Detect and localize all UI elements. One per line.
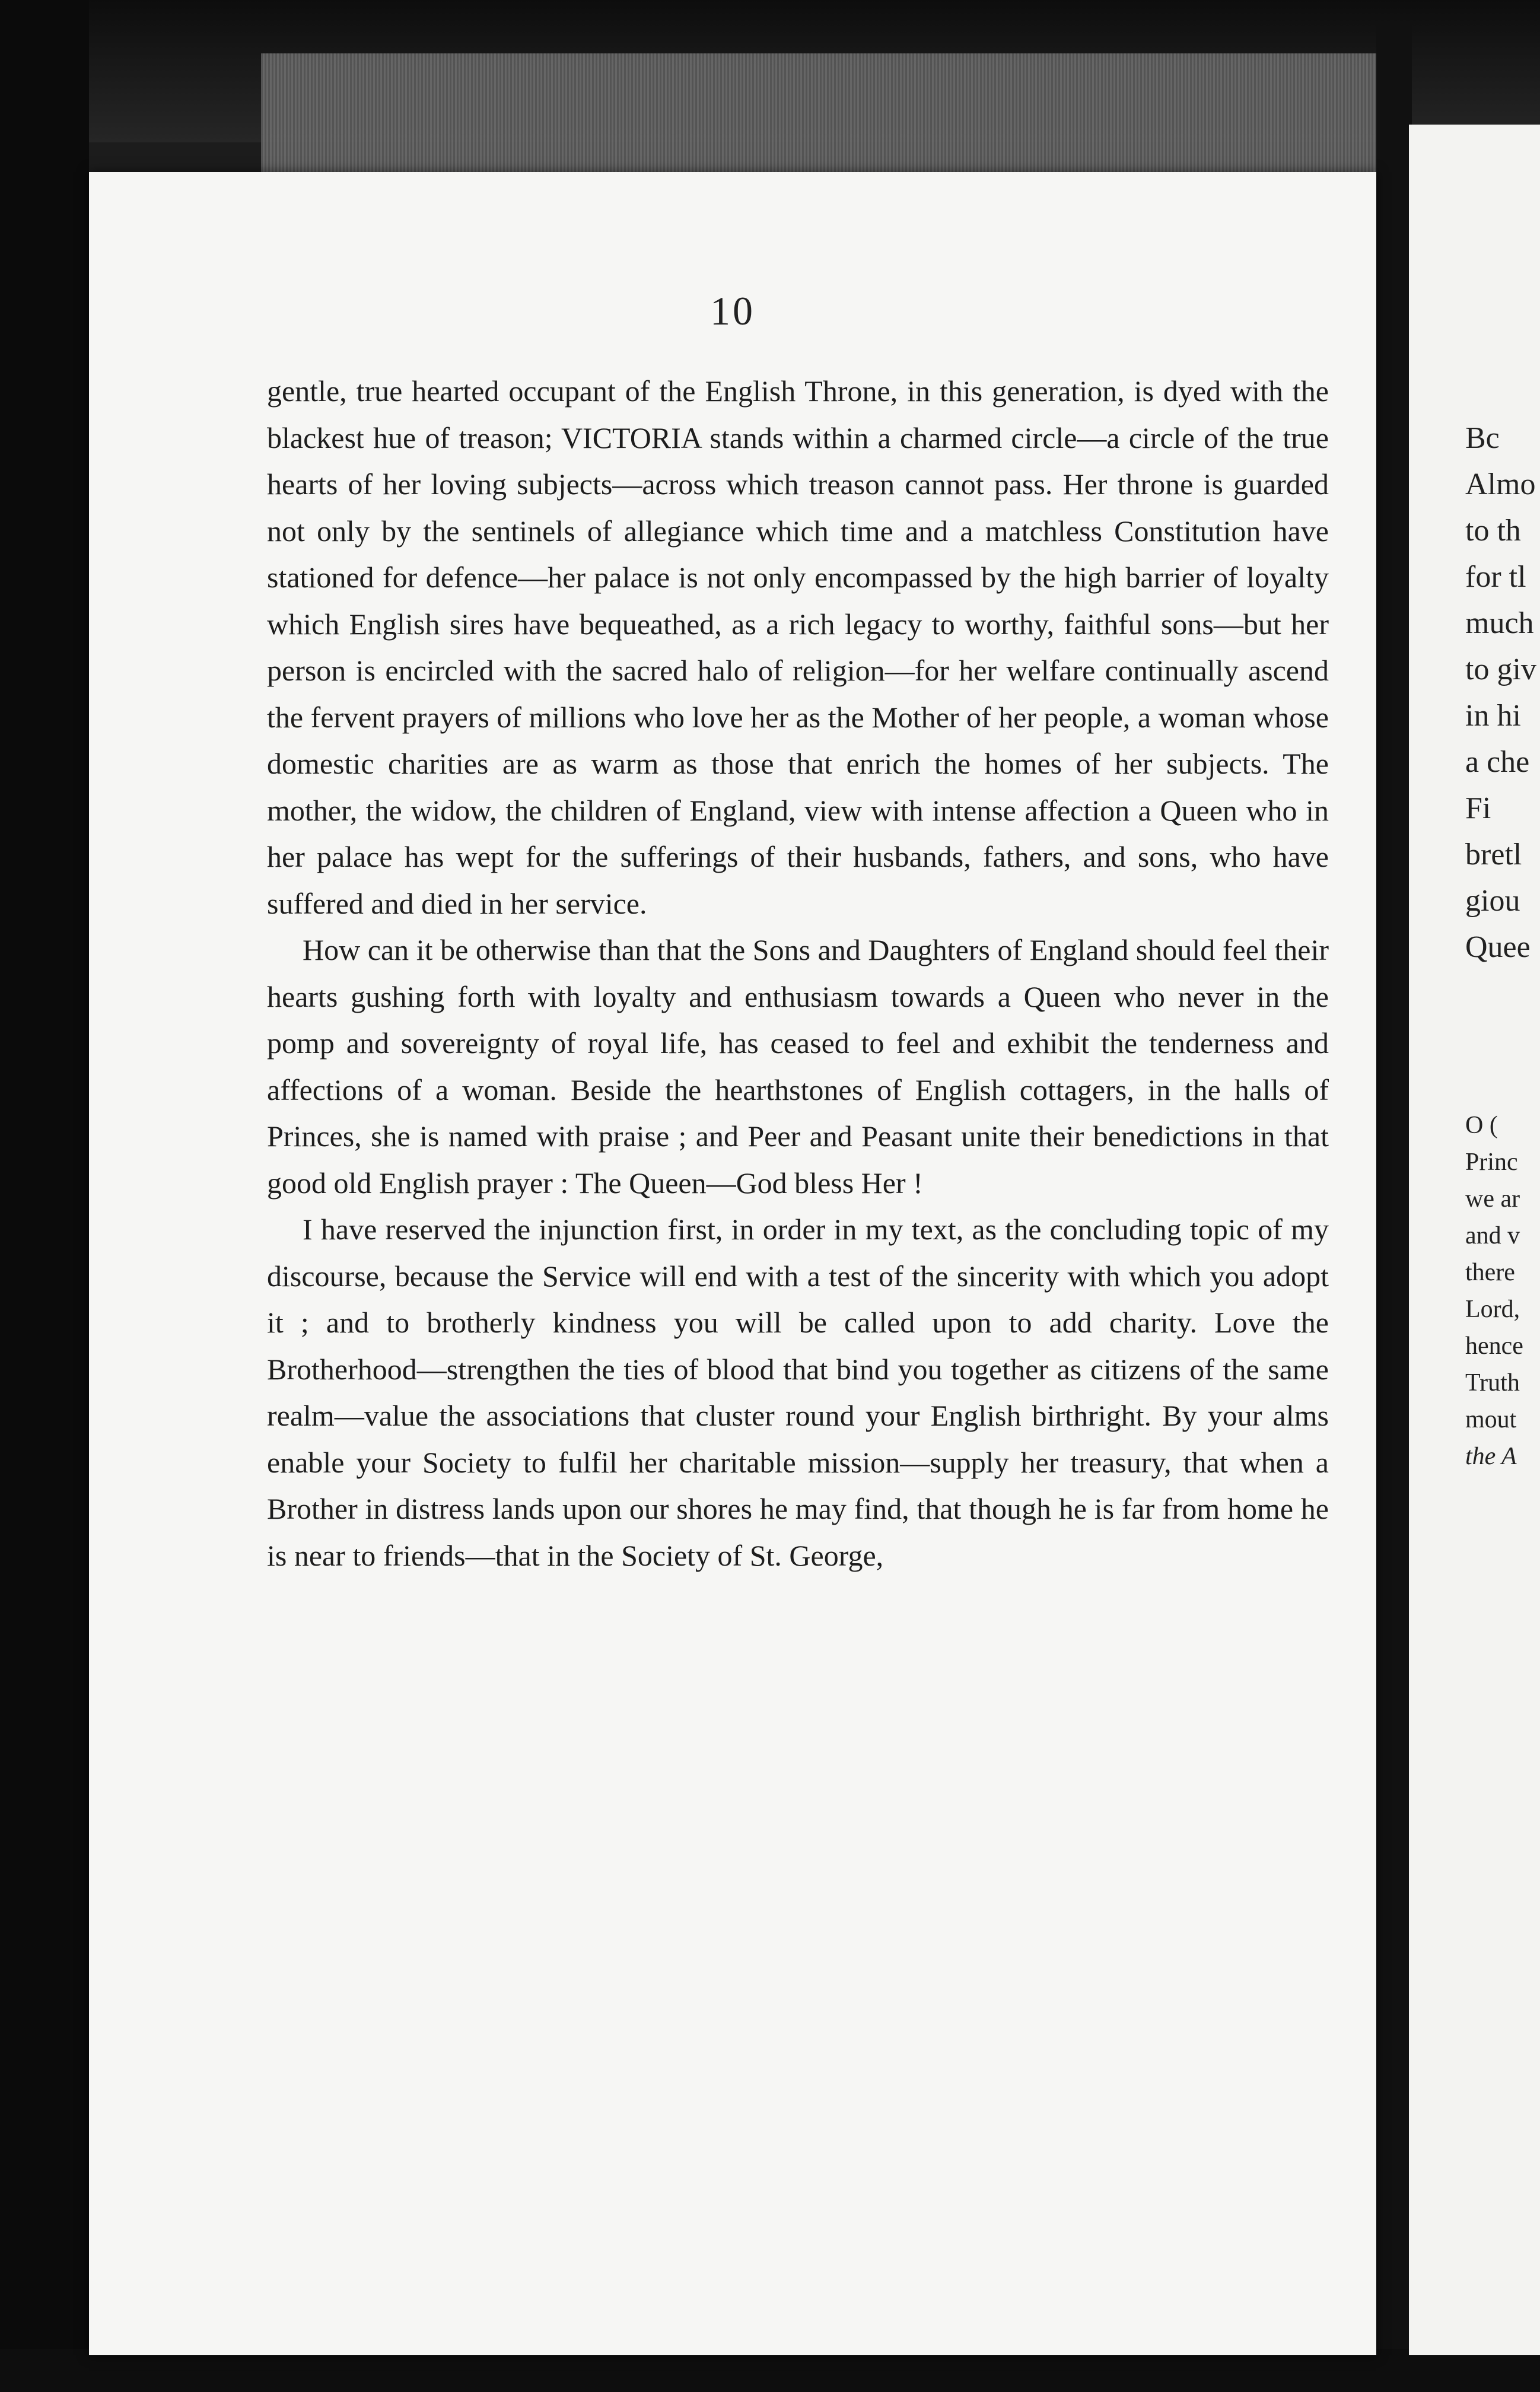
- text-fragment: to giv: [1465, 653, 1536, 686]
- text-fragment: much: [1465, 606, 1534, 640]
- book-gutter: [1376, 24, 1412, 2367]
- text-fragment: mout: [1465, 1406, 1517, 1433]
- text-fragment: Princ: [1465, 1149, 1518, 1176]
- text-fragment: Almo: [1465, 467, 1536, 501]
- text-fragment: Quee: [1465, 930, 1531, 964]
- scan-background-left: [0, 0, 89, 2392]
- left-page: [89, 172, 1376, 2355]
- text-fragment: Lord,: [1465, 1296, 1520, 1323]
- text-fragment: to th: [1465, 514, 1521, 548]
- text-fragment: for tl: [1465, 560, 1526, 594]
- page-body: [267, 368, 1329, 1579]
- text-fragment: Bc: [1465, 421, 1500, 455]
- text-fragment: we ar: [1465, 1185, 1520, 1213]
- page-number: 10: [710, 288, 755, 333]
- spacer: [1465, 971, 1540, 1107]
- scan-background-bottom: [0, 2349, 1540, 2392]
- right-page-fragment: [1409, 125, 1540, 2355]
- paragraph: gentle, true hearted occupant of the English Throne, in this generation, is dyed with the blackest hue of treason; VICTORIA stands within a charmed circle—a circle of the true hearts of her loving subjects—across which treason cannot pass. Her throne is guarded not only by the sentinels of allegiance which time and a matchless Constitution have stationed for defence—her palace is not only encompassed by the high barrier of loyalty which English sires have bequeathed, as a rich legacy to worthy, faithful sons—but her person is encircled with the sacred halo of religion—for her welfare continually ascend the fervent prayers of millions who love her as the Mother of her people, a woman whose domestic charities are as warm as those that enrich the homes of her subjects. The mother, the widow, the children of England, view with intense affection a Queen who in her palace has wept for the sufferings of their husbands, fathers, and sons, who have suffered and died in her service.: [267, 374, 1329, 920]
- right-page-text: [1465, 415, 1540, 1475]
- paragraph: How can it be otherwise than that the Sons and Daughters of England should feel their hearts gushing forth with loyalty and enthusiasm towards a Queen who never in the pomp and sovereignty of royal life, has ceased to feel and exhibit the tenderness and affections of a woman. Beside the hearthstones of English cottagers, in the halls of Princes, she is named with praise ; and Peer and Peasant unite their benedictions in that good old English prayer : The Queen—God bless Her !: [267, 933, 1329, 1200]
- text-fragment: bretl: [1465, 838, 1522, 871]
- text-fragment: a che: [1465, 745, 1530, 779]
- text-fragment: in hi: [1465, 699, 1521, 733]
- text-fragment: giou: [1465, 884, 1520, 918]
- text-fragment: O (: [1465, 1112, 1498, 1139]
- paragraph: I have reserved the injunction first, in order in my text, as the concluding topic of my discourse, because the Service will end with a test of the sincerity with which you adopt it ; and to brotherly kindness you will be called upon to add charity. Love the Brotherhood—strengthen the ties of blood that bind you together as citizens of the same realm—value the associations that cluster round your English birthright. By your alms enable your Society to fulfil her charitable mission—supply her treasury, that when a Brother in distress lands upon our shores he may find, that though he is far from home he is near to friends—that in the Society of St. George,: [267, 1213, 1329, 1572]
- text-fragment: and v: [1465, 1222, 1520, 1249]
- text-fragment: the A: [1465, 1443, 1517, 1470]
- text-fragment: hence: [1465, 1332, 1523, 1360]
- text-fragment: there: [1465, 1259, 1515, 1286]
- text-fragment: Fi: [1465, 791, 1491, 825]
- text-fragment: Truth: [1465, 1369, 1520, 1397]
